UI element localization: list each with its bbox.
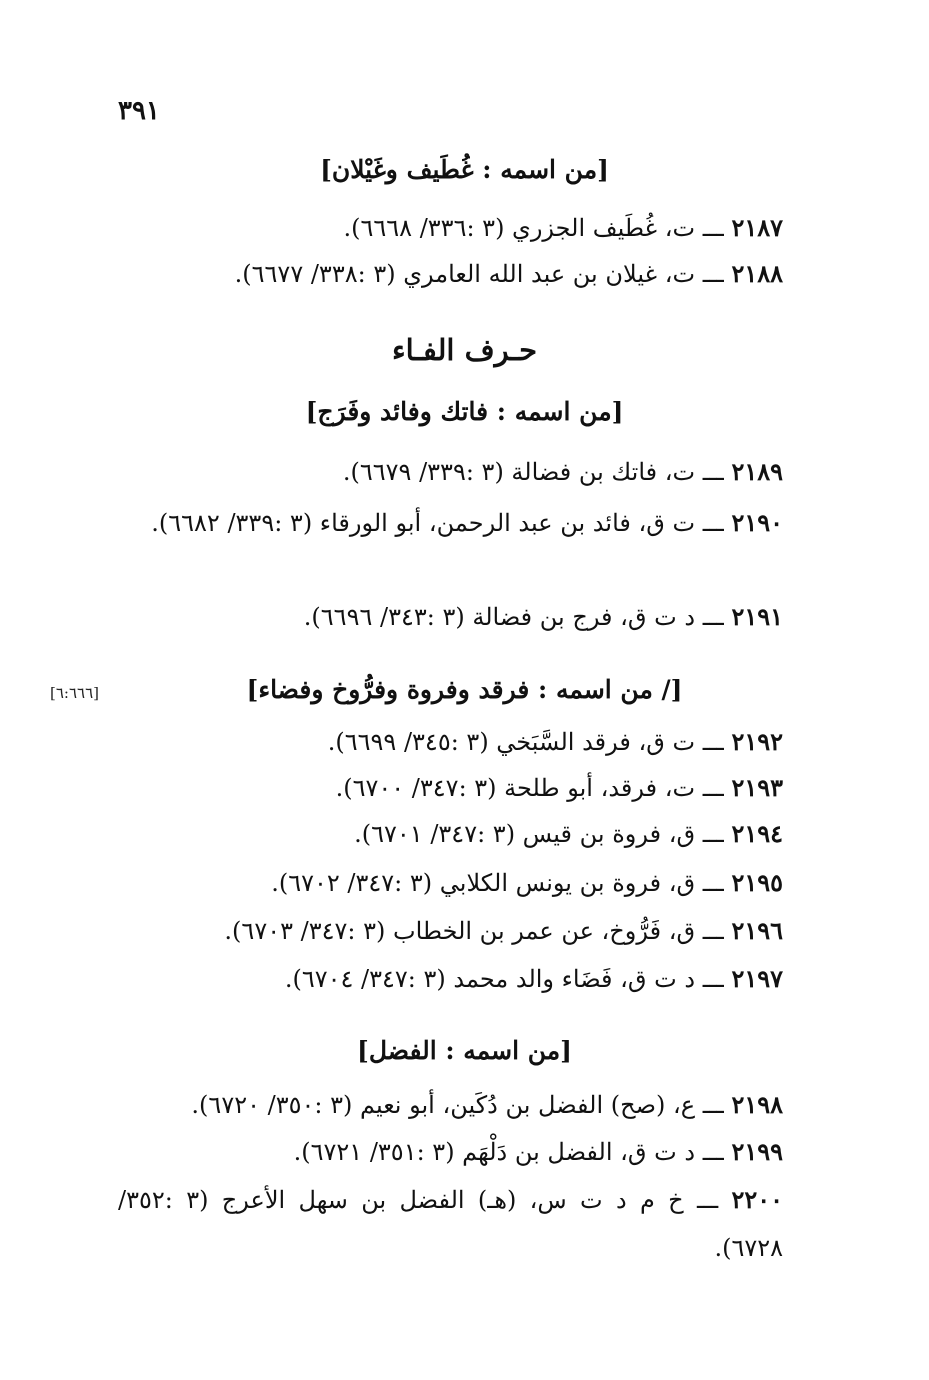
section-heading: [من اسمه : فاتك وفائد وفَرَج] bbox=[305, 397, 624, 426]
entry-text: ـــ ت، غيلان بن عبد الله العامري (٣ :٣٣٨/ ٦٦٧٧). bbox=[234, 260, 724, 288]
entry-text: ـــ ق، فروة بن يونس الكلابي (٣ :٣٤٧/ ٦٧٠٢). bbox=[271, 869, 724, 897]
entry-number: ٢١٨٧ bbox=[731, 213, 783, 242]
entry-text: ـــ ع، (صح) الفضل بن دُكَين، أبو نعيم (٣ :٣٥٠/ ٦٧٢٠). bbox=[191, 1091, 724, 1119]
entry-text: ـــ ق، فَرُّوخ، عن عمر بن الخطاب (٣ :٣٤٧/ ٦٧٠٣). bbox=[224, 917, 724, 945]
entry-number: ٢١٩٠ bbox=[731, 508, 783, 537]
entry bbox=[110, 204, 783, 252]
entry-number: ٢٢٠٠ bbox=[731, 1185, 783, 1214]
section-heading: [من اسمه : غُطَيف وغَيْلان] bbox=[320, 155, 609, 184]
entry-text: ـــ خ م د ت س، (هـ) الفضل بن سهل الأعرج (٣ :٣٥٢/ ٦٧٢٨). bbox=[118, 1186, 783, 1262]
entry bbox=[110, 250, 783, 298]
section-heading: [من اسمه : الفضل] bbox=[357, 1036, 572, 1065]
entry-number: ٢١٩٩ bbox=[731, 1137, 783, 1166]
entry bbox=[110, 859, 783, 907]
entry bbox=[110, 718, 783, 766]
entry bbox=[110, 955, 783, 1003]
entry bbox=[110, 764, 783, 812]
entry-number: ٢١٩٤ bbox=[731, 819, 783, 848]
margin-reference: [٦:٦٦٦] bbox=[50, 684, 99, 702]
entry-text: ـــ ت ق، فرقد السَّبَخي (٣ :٣٤٥/ ٦٦٩٩). bbox=[327, 728, 724, 756]
entry bbox=[110, 907, 783, 955]
entry bbox=[110, 1081, 783, 1129]
entry-number: ٢١٨٨ bbox=[731, 259, 783, 288]
entry-text: ـــ د ت ق، فَضَاء والد محمد (٣ :٣٤٧/ ٦٧٠٤). bbox=[284, 965, 724, 993]
entry bbox=[110, 448, 783, 496]
entry-text: ـــ د ت ق، فرج بن فضالة (٣ :٣٤٣/ ٦٦٩٦). bbox=[303, 603, 724, 631]
entry-number: ٢١٩٥ bbox=[731, 868, 783, 897]
chapter-heading: حـرف الفـاء bbox=[391, 333, 538, 367]
entry-text: ـــ ت، فرقد، أبو طلحة (٣ :٣٤٧/ ٦٧٠٠). bbox=[335, 774, 724, 802]
entry bbox=[118, 1176, 783, 1272]
entry-number: ٢١٨٩ bbox=[731, 457, 783, 486]
entry-text: ـــ ت ق، فائد بن عبد الرحمن، أبو الورقاء (٣ :٣٣٩/ ٦٦٨٢). bbox=[151, 509, 724, 537]
section-heading: [/ من اسمه : فرقد وفروة وفرُّوخ وفضاء] bbox=[246, 675, 683, 704]
entry-number: ٢١٩٢ bbox=[731, 727, 783, 756]
entry-number: ٢١٩٨ bbox=[731, 1090, 783, 1119]
entry-text: ـــ ق، فروة بن قيس (٣ :٣٤٧/ ٦٧٠١). bbox=[354, 820, 724, 848]
entry-text: ـــ د ت ق، الفضل بن دَلْهَم (٣ :٣٥١/ ٦٧٢١). bbox=[293, 1138, 724, 1166]
entry bbox=[110, 810, 783, 858]
entry bbox=[118, 499, 783, 547]
entry-number: ٢١٩٧ bbox=[731, 964, 783, 993]
entry bbox=[110, 1128, 783, 1176]
entry-number: ٢١٩١ bbox=[731, 602, 783, 631]
entry-number: ٢١٩٦ bbox=[731, 916, 783, 945]
page-number: ٣٩١ bbox=[118, 96, 160, 126]
entry-text: ـــ ت، فاتك بن فضالة (٣ :٣٣٩/ ٦٦٧٩). bbox=[342, 458, 724, 486]
entry bbox=[110, 593, 783, 641]
entry-text: ـــ ت، غُطَيف الجزري (٣ :٣٣٦/ ٦٦٦٨). bbox=[343, 214, 724, 242]
entry-number: ٢١٩٣ bbox=[731, 773, 783, 802]
